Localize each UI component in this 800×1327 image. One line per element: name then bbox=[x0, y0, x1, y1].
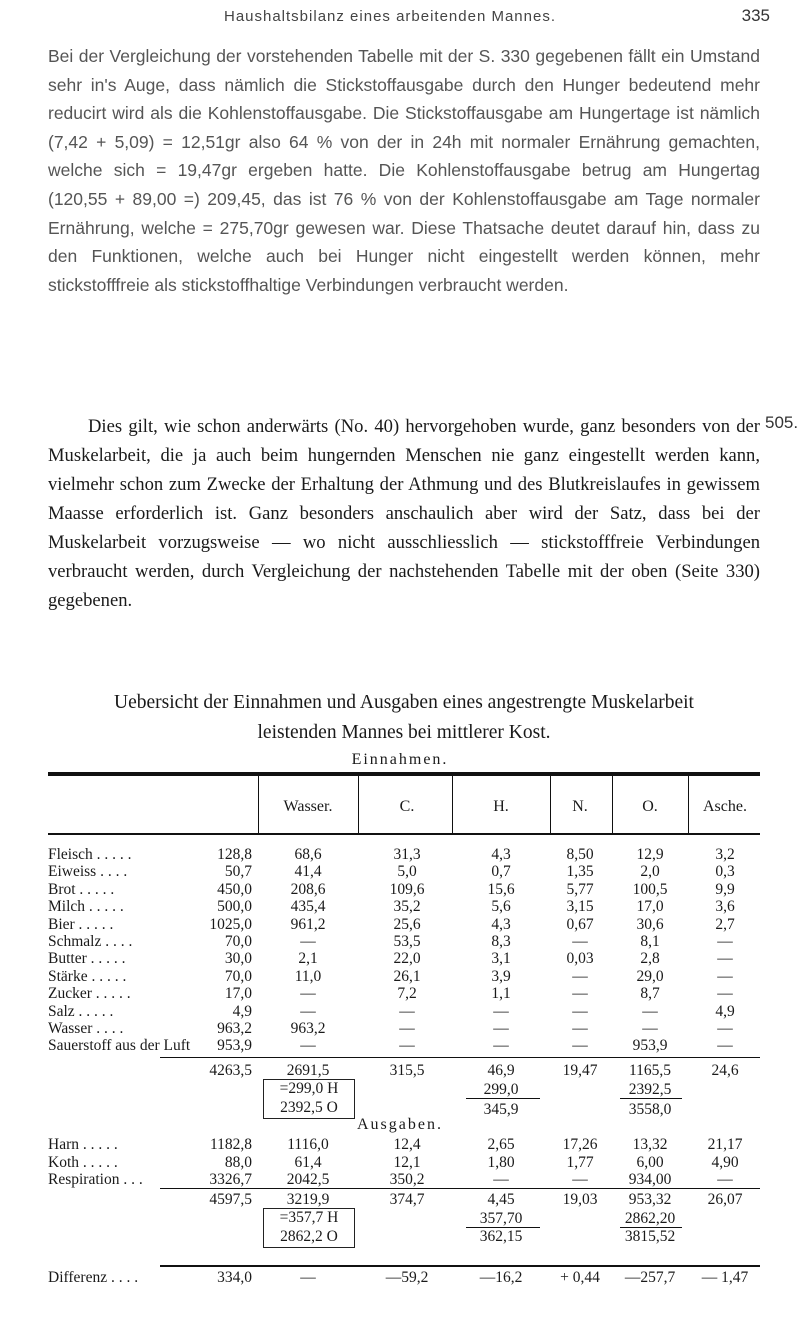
row-wasser: — bbox=[300, 933, 316, 950]
row-asche: — bbox=[717, 1037, 733, 1055]
row-o: 17,0 bbox=[636, 898, 664, 916]
row-total: 88,0 bbox=[224, 1153, 252, 1171]
row-n: — bbox=[572, 1020, 588, 1037]
sum-h-total: 345,9 bbox=[483, 1101, 519, 1118]
row-wasser: — bbox=[300, 1037, 316, 1055]
row-asche: — bbox=[717, 1020, 733, 1037]
row-c: 350,2 bbox=[389, 1171, 425, 1188]
row-name: Butter . . . . . bbox=[48, 950, 126, 968]
row-total: 30,0 bbox=[224, 950, 252, 968]
running-head: Haushaltsbilanz eines arbeitenden Mannes. bbox=[223, 8, 557, 25]
row-c: 7,2 bbox=[397, 985, 417, 1003]
row-c: 22,0 bbox=[393, 950, 421, 968]
row-o: 29,0 bbox=[636, 967, 664, 985]
row-n: 0,67 bbox=[566, 915, 594, 933]
row-total: 128,8 bbox=[217, 846, 252, 863]
row-wasser: 1116,0 bbox=[287, 1136, 329, 1153]
row-o: 13,32 bbox=[632, 1136, 668, 1153]
row-total: 963,2 bbox=[217, 1020, 252, 1037]
row-o: 934,00 bbox=[628, 1171, 672, 1188]
table-title bbox=[48, 688, 760, 748]
row-wasser: 61,4 bbox=[294, 1153, 322, 1171]
row-o: 6,00 bbox=[636, 1153, 664, 1171]
row-total: 4,9 bbox=[232, 1002, 252, 1020]
row-asche: 4,90 bbox=[711, 1153, 739, 1171]
sum-c: 315,5 bbox=[389, 1062, 425, 1079]
row-n: 0,03 bbox=[566, 950, 594, 968]
sum-wasser-o: 2392,5 O bbox=[280, 1099, 338, 1116]
row-c: 26,1 bbox=[393, 967, 421, 985]
sum-total: 4263,5 bbox=[209, 1062, 252, 1079]
header-divider bbox=[612, 776, 613, 833]
row-name: Fleisch . . . . . bbox=[48, 846, 132, 863]
row-o: 8,7 bbox=[640, 985, 660, 1003]
differenz-wasser: — bbox=[300, 1269, 316, 1286]
column-header-o: O. bbox=[642, 798, 658, 815]
row-n: — bbox=[572, 985, 588, 1003]
row-total: 450,0 bbox=[217, 880, 252, 898]
row-asche: — bbox=[717, 933, 733, 950]
differenz-total: 334,0 bbox=[217, 1269, 252, 1286]
sum-o: 1165,5 bbox=[628, 1062, 672, 1079]
column-header-h: H. bbox=[493, 798, 509, 815]
header-divider bbox=[550, 776, 551, 833]
row-h: 5,6 bbox=[491, 898, 511, 916]
sum-o-add: 2862,20 bbox=[624, 1210, 676, 1227]
row-asche: 3,6 bbox=[715, 898, 735, 916]
row-total: 17,0 bbox=[224, 985, 252, 1003]
row-name: Respiration . . . bbox=[48, 1171, 143, 1188]
table-title-line-1: Uebersicht der Einnahmen und Ausgaben eines angestrengte Muskelarbeit bbox=[114, 692, 694, 713]
row-wasser: 68,6 bbox=[294, 846, 322, 863]
row-o: 953,9 bbox=[632, 1037, 668, 1055]
row-o: 12,9 bbox=[636, 846, 664, 863]
row-c: 12,4 bbox=[393, 1136, 421, 1153]
row-wasser: 2042,5 bbox=[286, 1171, 330, 1188]
paragraph-2: Dies gilt, wie schon anderwärts (No. 40) hervorgehoben wurde, ganz besonders von der Muskelarbeit, die ja auch beim hungernden Menschen nie ganz eingestellt werden kann, vielmehr schon zum Zwecke der Erhaltung der Athmung und des Blutkreislaufes in gewissem Maasse erforderlich ist. Ganz besonders anschaulich aber wird der Satz, dass bei der Muskelarbeit vorzugsweise — wo nicht ausschliesslich — stickstofffreie Verbindungen verbraucht werden, durch Vergleichung der nachstehenden Tabelle mit der oben (Seite 330) gegebenen. bbox=[48, 416, 760, 611]
row-name: Brot . . . . . bbox=[48, 880, 115, 898]
row-h: 0,7 bbox=[491, 863, 511, 881]
row-c: 25,6 bbox=[393, 915, 421, 933]
row-name: Sauerstoff aus der Luft bbox=[48, 1037, 191, 1055]
sum-asche: 26,07 bbox=[707, 1191, 743, 1208]
row-wasser: 208,6 bbox=[290, 880, 326, 898]
row-o: — bbox=[642, 1002, 658, 1020]
row-n: 1,77 bbox=[566, 1153, 594, 1171]
row-name: Wasser . . . . bbox=[48, 1020, 124, 1037]
row-n: — bbox=[572, 1002, 588, 1020]
einnahmen-sum-rule bbox=[160, 1057, 760, 1058]
row-asche: 0,3 bbox=[715, 863, 735, 881]
sum-wasser: 3219,9 bbox=[286, 1191, 330, 1208]
sum-o-add: 2392,5 bbox=[628, 1081, 672, 1098]
row-asche: 4,9 bbox=[715, 1002, 735, 1020]
row-c: 53,5 bbox=[393, 933, 421, 950]
row-total: 70,0 bbox=[224, 933, 252, 950]
row-h: — bbox=[493, 1002, 509, 1020]
sum-n: 19,47 bbox=[562, 1062, 598, 1079]
header-bottom-rule bbox=[48, 833, 760, 835]
row-n: — bbox=[572, 1037, 588, 1055]
einnahmen-label: Einnahmen. bbox=[351, 751, 449, 768]
row-asche: — bbox=[717, 967, 733, 985]
sum-total: 4597,5 bbox=[209, 1191, 252, 1208]
header-divider bbox=[358, 776, 359, 833]
row-c: 31,3 bbox=[393, 846, 421, 863]
row-total: 50,7 bbox=[224, 863, 252, 881]
row-o: 2,0 bbox=[640, 863, 660, 881]
differenz-h: —16,2 bbox=[479, 1269, 523, 1286]
row-h: 1,1 bbox=[491, 985, 511, 1003]
row-total: 953,9 bbox=[217, 1037, 252, 1055]
sum-c: 374,7 bbox=[389, 1191, 425, 1208]
differenz-n: + 0,44 bbox=[560, 1269, 600, 1286]
sum-wasser-o: 2862,2 O bbox=[280, 1228, 338, 1245]
row-asche: 2,7 bbox=[715, 915, 735, 933]
row-n: — bbox=[572, 1171, 588, 1188]
row-wasser: 435,4 bbox=[290, 898, 326, 916]
row-h: 3,9 bbox=[491, 967, 511, 985]
ausgaben-label: Ausgaben. bbox=[357, 1116, 443, 1133]
ausgaben-sum-rule bbox=[160, 1188, 760, 1189]
row-h: 3,1 bbox=[491, 950, 511, 968]
row-name: Koth . . . . . bbox=[48, 1153, 118, 1171]
sum-asche: 24,6 bbox=[711, 1062, 739, 1079]
row-c: 5,0 bbox=[397, 863, 417, 881]
row-wasser: 963,2 bbox=[290, 1020, 326, 1037]
row-c: — bbox=[399, 1002, 415, 1020]
row-h: 1,80 bbox=[487, 1153, 515, 1171]
differenz-rule bbox=[160, 1265, 760, 1267]
row-n: 5,77 bbox=[566, 880, 594, 898]
row-h: 4,3 bbox=[491, 846, 511, 863]
sum-o-total: 3815,52 bbox=[624, 1228, 676, 1245]
sum-wasser: 2691,5 bbox=[286, 1062, 330, 1079]
row-c: — bbox=[399, 1020, 415, 1037]
column-header-asche: Asche. bbox=[703, 798, 747, 815]
row-o: 2,8 bbox=[640, 950, 660, 968]
row-asche: — bbox=[717, 985, 733, 1003]
row-asche: 21,17 bbox=[707, 1136, 743, 1153]
row-h: — bbox=[493, 1020, 509, 1037]
row-h: 2,65 bbox=[487, 1136, 515, 1153]
differenz-name: Differenz . . . . bbox=[48, 1269, 139, 1286]
margin-number: 505. bbox=[765, 413, 799, 432]
row-h: 4,3 bbox=[491, 915, 511, 933]
sum-wasser-h: =357,7 H bbox=[279, 1209, 339, 1226]
row-o: 8,1 bbox=[640, 933, 660, 950]
row-name: Bier . . . . . bbox=[48, 915, 114, 933]
column-header-n: N. bbox=[572, 798, 588, 815]
row-total: 1025,0 bbox=[209, 915, 252, 933]
table-top-rule bbox=[48, 772, 760, 776]
header-divider bbox=[688, 776, 689, 833]
row-n: — bbox=[572, 967, 588, 985]
row-n: 17,26 bbox=[562, 1136, 598, 1153]
row-h: 15,6 bbox=[487, 880, 515, 898]
row-wasser: 2,1 bbox=[298, 950, 318, 968]
sum-h-add: 357,70 bbox=[479, 1210, 523, 1227]
row-asche: — bbox=[717, 950, 733, 968]
sum-n: 19,03 bbox=[562, 1191, 598, 1208]
row-name: Harn . . . . . bbox=[48, 1136, 118, 1153]
row-asche: 3,2 bbox=[715, 846, 735, 863]
row-name: Zucker . . . . . bbox=[48, 985, 131, 1003]
row-c: 109,6 bbox=[389, 880, 425, 898]
header-divider bbox=[258, 776, 259, 833]
row-name: Schmalz . . . . bbox=[48, 933, 133, 950]
row-name: Eiweiss . . . . bbox=[48, 863, 128, 881]
sum-o: 953,32 bbox=[628, 1191, 672, 1208]
row-total: 3326,7 bbox=[209, 1171, 252, 1188]
sum-o-rule bbox=[620, 1098, 682, 1099]
header-divider bbox=[452, 776, 453, 833]
row-total: 1182,8 bbox=[209, 1136, 252, 1153]
differenz-o: —257,7 bbox=[624, 1269, 676, 1286]
row-wasser: 11,0 bbox=[294, 967, 322, 985]
row-asche: 9,9 bbox=[715, 880, 735, 898]
sum-h: 46,9 bbox=[487, 1062, 515, 1079]
row-c: 35,2 bbox=[393, 898, 421, 916]
differenz-c: —59,2 bbox=[385, 1269, 429, 1286]
row-wasser: — bbox=[300, 1002, 316, 1020]
page-number: 335 bbox=[741, 6, 770, 25]
row-name: Milch . . . . . bbox=[48, 898, 124, 916]
row-n: 8,50 bbox=[566, 846, 594, 863]
sum-wasser-h: =299,0 H bbox=[279, 1080, 339, 1097]
row-n: 3,15 bbox=[566, 898, 594, 916]
row-wasser: 961,2 bbox=[290, 915, 326, 933]
row-h: — bbox=[493, 1171, 509, 1188]
row-n: — bbox=[572, 933, 588, 950]
row-h: — bbox=[493, 1037, 509, 1055]
table-title-line-2: leistenden Mannes bei mittlerer Kost. bbox=[257, 722, 551, 743]
row-o: — bbox=[642, 1020, 658, 1037]
row-c: — bbox=[399, 1037, 415, 1055]
row-o: 100,5 bbox=[632, 880, 668, 898]
sum-h-rule bbox=[466, 1098, 540, 1099]
row-c: 12,1 bbox=[393, 1153, 421, 1171]
sum-h: 4,45 bbox=[487, 1191, 515, 1208]
row-h: 8,3 bbox=[491, 933, 511, 950]
row-o: 30,6 bbox=[636, 915, 664, 933]
column-header-wasser: Wasser. bbox=[283, 798, 333, 815]
differenz-asche: — 1,47 bbox=[701, 1269, 749, 1286]
sum-o-total: 3558,0 bbox=[628, 1101, 672, 1118]
row-asche: — bbox=[717, 1171, 733, 1188]
column-header-c: C. bbox=[399, 798, 415, 815]
sum-h-total: 362,15 bbox=[479, 1228, 523, 1245]
row-total: 500,0 bbox=[217, 898, 252, 916]
row-wasser: 41,4 bbox=[294, 863, 322, 881]
row-n: 1,35 bbox=[566, 863, 594, 881]
row-wasser: — bbox=[300, 985, 316, 1003]
row-name: Stärke . . . . . bbox=[48, 967, 127, 985]
row-total: 70,0 bbox=[224, 967, 252, 985]
paragraph-1: Bei der Vergleichung der vorstehenden Tabelle mit der S. 330 gegebenen fällt ein Umstand sehr in's Auge, dass nämlich die Stickstoffausgabe durch den Hunger bedeutend mehr reducirt wird als die Kohlenstoffausgabe. Die Stickstoffausgabe am Hungertage ist nämlich (7,42 + 5,09) = 12,51gr also 64 % von der in 24h mit normaler Ernährung gemachten, welche sich = 19,47gr ergeben hatte. Die Kohlenstoffausgabe betrug am Hungertag (120,55 + 89,00 =) 209,45, das ist 76 % von der Kohlenstoffausgabe am Tage normaler Ernährung, welche = 275,70gr gewesen war. Diese Thatsache deutet darauf hin, dass zu den Funktionen, welche auch bei Hunger nicht eingestellt werden können, mehr stickstofffreie als stickstoffhaltige Verbindungen verbraucht werden. bbox=[48, 46, 760, 295]
row-name: Salz . . . . . bbox=[48, 1002, 114, 1020]
sum-h-add: 299,0 bbox=[483, 1081, 519, 1098]
